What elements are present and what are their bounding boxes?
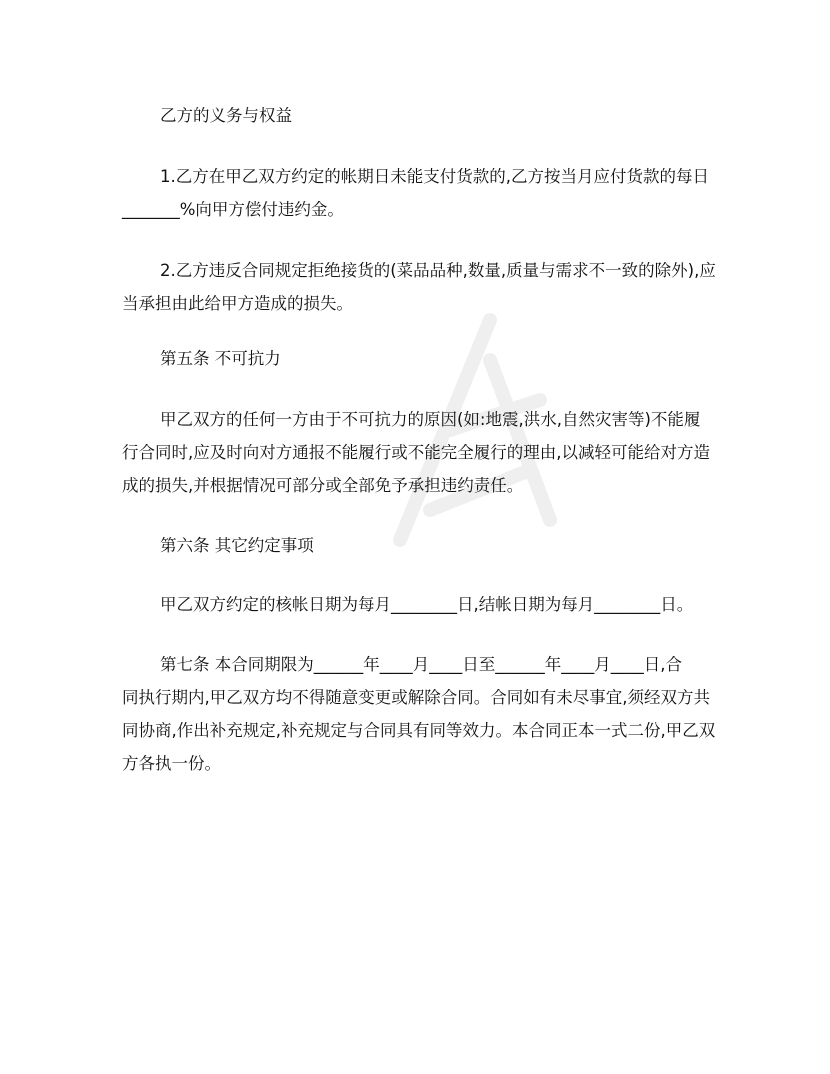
clause-2-line-2: 当承担由此给甲方造成的损失。 <box>122 294 353 313</box>
article-7-line-3: 同协商,作出补充规定,补充规定与合同具有同等效力。本合同正本一式二份,甲乙双 <box>122 721 716 740</box>
article-5-line-2: 行合同时,应及时向对方通报不能履行或不能完全履行的理由,以减轻可能给对方造 <box>122 443 710 462</box>
article-6-line-1: 甲乙双方约定的核帐日期为每月________日,结帐日期为每月________日。 <box>160 595 694 614</box>
clause-2-line-1: 2.乙方违反合同规定拒绝接货的(菜品品种,数量,质量与需求不一致的除外),应 <box>160 261 716 280</box>
clause-1-line-1: 1.乙方在甲乙双方约定的帐期日未能支付货款的,乙方按当月应付货款的每日 <box>160 167 709 186</box>
article-7-line-1: 第七条 本合同期限为______年____月____日至______年____月____日,合 <box>160 655 682 674</box>
article-7-line-4: 方各执一份。 <box>122 754 221 773</box>
clause-1-line-2: _______%向甲方偿付违约金。 <box>122 200 344 219</box>
article-6-heading: 第六条 其它约定事项 <box>160 536 314 555</box>
article-7-line-2: 同执行期内,甲乙双方均不得随意变更或解除合同。合同如有未尽事宜,须经双方共 <box>122 688 710 707</box>
article-5-heading: 第五条 不可抗力 <box>160 349 281 368</box>
section-heading-party-b: 乙方的义务与权益 <box>160 106 292 125</box>
article-5-line-3: 成的损失,并根据情况可部分或全部免予承担违约责任。 <box>122 476 524 495</box>
article-5-line-1: 甲乙双方的任何一方由于不可抗力的原因(如:地震,洪水,自然灾害等)不能履 <box>160 410 701 429</box>
watermark-logo <box>370 300 570 560</box>
